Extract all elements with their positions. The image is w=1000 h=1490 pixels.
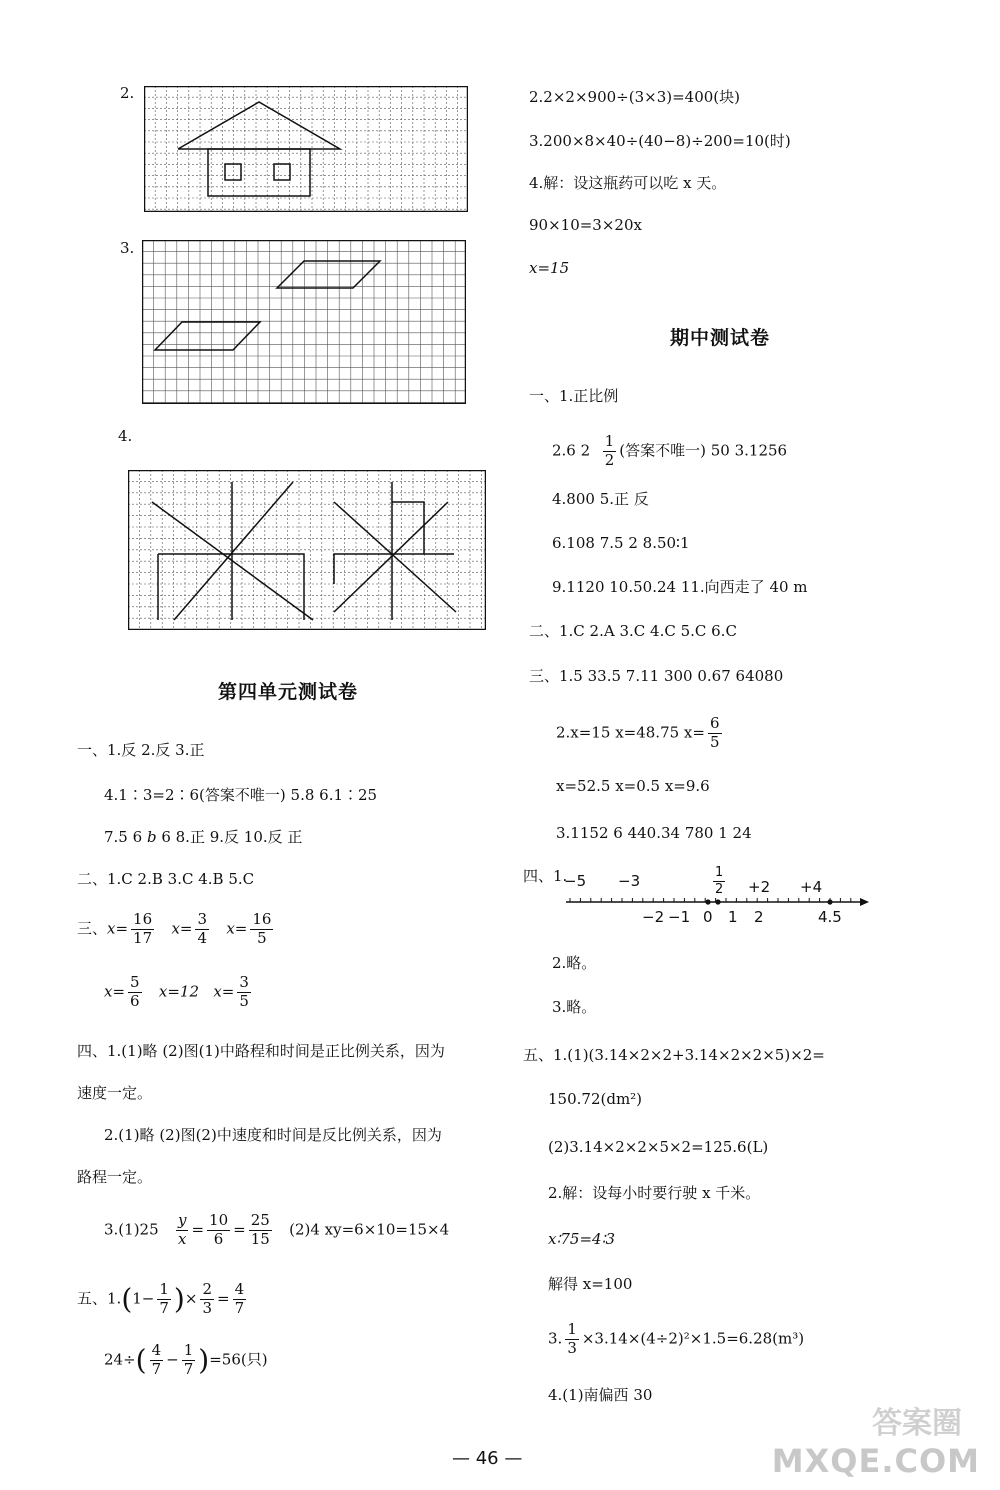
- u4-sec4-2a: 2.(1)略 (2)图(2)中速度和时间是反比例关系，因为: [104, 1126, 442, 1144]
- u4-sec4-1b: 速度一定。: [77, 1084, 153, 1102]
- u4-sec4-1a: 四、1.(1)略 (2)图(1)中路程和时间是正比例关系，因为: [77, 1042, 445, 1060]
- r-line4: 90×10=3×20x: [529, 216, 642, 234]
- nl-label-1: 1: [728, 908, 738, 926]
- nl-label-0: 0: [703, 908, 713, 926]
- figure-label-4: 4.: [118, 427, 133, 445]
- figure-label-3: 3.: [120, 239, 135, 257]
- nl-label-neg2: −2: [642, 908, 665, 926]
- m-line15: 150.72(dm²): [548, 1090, 643, 1108]
- m-line10: 3.1152 6 440.34 780 1 24: [556, 824, 752, 842]
- nl-label-2: 2: [754, 908, 764, 926]
- page-number: — 46 —: [452, 1448, 523, 1469]
- nl-label-4-5: 4.5: [818, 908, 842, 926]
- m-line14: 五、1.(1)(3.14×2×2+3.14×2×2×5)×2=: [523, 1046, 825, 1064]
- m-line20: 3. $\frac{1}{3}$ ×3.14×(4÷2)²×1.5=6.28(m³): [548, 1320, 805, 1357]
- figure-label-2: 2.: [120, 84, 135, 102]
- m-line6: 二、1.C 2.A 3.C 4.C 5.C 6.C: [529, 622, 737, 640]
- m-line1: 一、1.正比例: [529, 387, 619, 405]
- m-line16: (2)3.14×2×2×5×2=125.6(L): [548, 1138, 769, 1156]
- u4-sec4-2b: 路程一定。: [77, 1168, 153, 1186]
- u4-sec5-2: 24÷( $\frac{4}{7}$ − $\frac{1}{7}$ )=56(只): [104, 1341, 268, 1378]
- r-line1: 2.2×2×900÷(3×3)=400(块): [529, 88, 740, 106]
- m-line8: 2.x=15 x=48.75 x= $\frac{6}{5}$: [556, 714, 720, 751]
- point-half: [715, 899, 720, 904]
- watermark-url: MXQE.COM: [771, 1442, 980, 1480]
- m-line5: 9.1120 10.50.24 11.向西走了 40 m: [552, 578, 808, 596]
- u4-line4: 二、1.C 2.B 3.C 4.B 5.C: [77, 870, 255, 888]
- m-line13: 3.略。: [552, 998, 597, 1016]
- u4-sec3-row1: 三、x= $\frac{16}{17}$ x= $\frac{3}{4}$ x= $\frac{16}{5}$: [77, 910, 272, 947]
- m-line3: 4.800 5.正 反: [552, 490, 649, 508]
- m-line12: 2.略。: [552, 954, 597, 972]
- m-line21: 4.(1)南偏西 30: [548, 1386, 653, 1404]
- m-line7: 三、1.5 33.5 7.11 300 0.67 64080: [529, 667, 784, 685]
- nl-label-pos2: +2: [748, 878, 771, 896]
- watermark-logo: 答案圈: [872, 1406, 962, 1441]
- grid-figure-house: [144, 86, 468, 212]
- grid-figure-windmills: [128, 470, 486, 630]
- number-line: [560, 865, 872, 928]
- r-line3: 4.解：设这瓶药可以吃 x 天。: [529, 174, 727, 192]
- m-line9: x=52.5 x=0.5 x=9.6: [556, 777, 710, 795]
- unit4-title: 第四单元测试卷: [218, 681, 359, 703]
- m-line11-prefix: 四、1.: [523, 867, 568, 885]
- grid-figure-parallelograms: [142, 240, 466, 404]
- nl-label-half: $\frac{1}{2}$: [715, 865, 724, 897]
- point-zero: [705, 899, 710, 904]
- m-line18: x∶75=4∶3: [548, 1230, 616, 1248]
- parallelogram-shapes: [155, 261, 380, 350]
- u4-sec5-1: 五、1.(1− $\frac{1}{7}$ )× $\frac{2}{3}$ = $\frac{4}{7}$: [77, 1280, 245, 1317]
- r-line2: 3.200×8×40÷(40−8)÷200=10(时): [529, 132, 791, 150]
- midterm-title: 期中测试卷: [670, 327, 771, 349]
- u4-sec4-3: 3.(1)25 $\frac{y}{x}$ = $\frac{10}{6}$ = $\frac{25}{15}$ (2)4 xy=6×10=15×4: [104, 1211, 450, 1248]
- nl-label-pos4: +4: [800, 878, 823, 896]
- nl-label-neg5: −5: [564, 872, 587, 890]
- m-line4: 6.108 7.5 2 8.50∶1: [552, 534, 690, 552]
- u4-line1: 一、1.反 2.反 3.正: [77, 741, 205, 759]
- m-line2: 2.6 2 $\frac{1}{2}$ (答案不唯一) 50 3.1256: [552, 432, 788, 469]
- r-line5: x=15: [529, 259, 570, 277]
- m-line19: 解得 x=100: [548, 1275, 633, 1293]
- point-4-5: [827, 899, 832, 904]
- nl-label-neg1: −1: [668, 908, 691, 926]
- u4-sec3-row2: x= $\frac{5}{6}$ x=12 x= $\frac{3}{5}$: [104, 973, 249, 1010]
- house-shape: [178, 102, 340, 196]
- windmill-shapes: [152, 482, 456, 620]
- u4-line2: 4.1∶3=2∶6(答案不唯一) 5.8 6.1∶25: [104, 786, 378, 804]
- nl-label-neg3: −3: [618, 872, 641, 890]
- u4-line3: 7.5 6 b 6 8.正 9.反 10.反 正: [104, 828, 303, 846]
- m-line17: 2.解：设每小时要行驶 x 千米。: [548, 1184, 761, 1202]
